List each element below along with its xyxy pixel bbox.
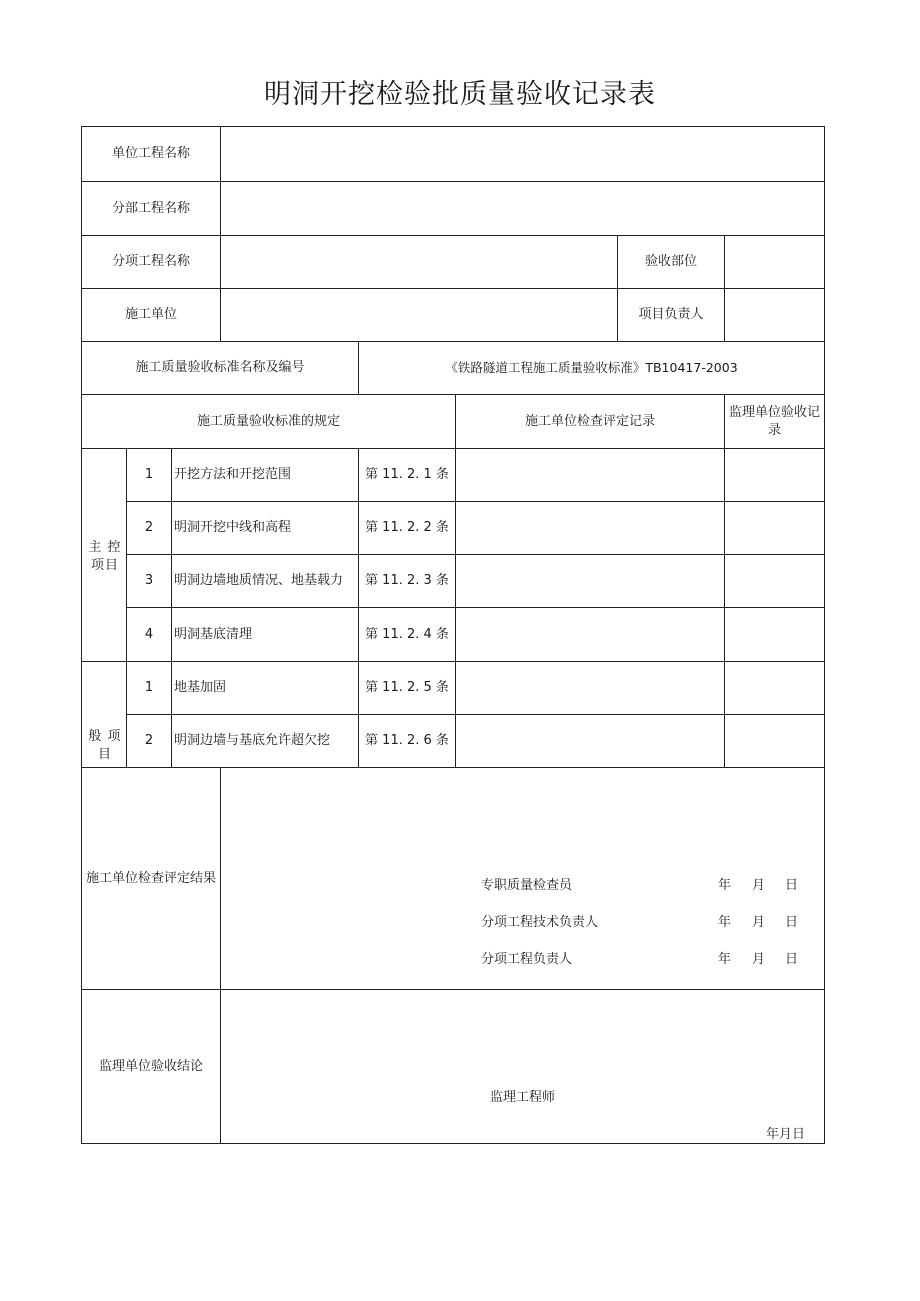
signer-3-year: 年 xyxy=(718,952,732,967)
general-item-1-no: 1 xyxy=(144,680,154,695)
main-item-2-record[interactable] xyxy=(456,502,724,554)
main-item-3-no: 3 xyxy=(144,573,154,588)
signer-3-day: 日 xyxy=(785,952,799,967)
main-item-2-name: 明洞开挖中线和高程 xyxy=(174,520,292,535)
general-item-1-supervision[interactable] xyxy=(725,662,824,714)
signer-2-month: 月 xyxy=(752,915,766,930)
general-item-2-name: 明洞边墙与基底允许超欠挖 xyxy=(174,733,331,748)
division-project-label: 分部工程名称 xyxy=(111,200,190,216)
main-item-1-supervision[interactable] xyxy=(725,449,824,501)
main-item-4-clause: 第 11. 2. 4 条 xyxy=(365,626,449,642)
general-item-2-record[interactable] xyxy=(456,715,724,767)
signer-3-month: 月 xyxy=(752,952,766,967)
main-item-2-supervision[interactable] xyxy=(725,502,824,554)
acceptance-part-label: 验收部位 xyxy=(644,254,697,269)
signer-subitem-lead: 分项工程负责人 xyxy=(481,952,573,967)
main-item-4-record[interactable] xyxy=(456,608,724,661)
main-item-4-no: 4 xyxy=(144,626,154,642)
main-item-2-no: 2 xyxy=(144,520,154,535)
main-item-3-supervision[interactable] xyxy=(725,555,824,607)
signer-1-day: 日 xyxy=(785,878,799,893)
main-control-label: 主 控 项目 xyxy=(88,540,122,573)
construction-unit-label: 施工单位 xyxy=(124,307,177,322)
construction-unit-value[interactable] xyxy=(221,289,617,341)
page-title: 明洞开挖检验批质量验收记录表 xyxy=(264,79,656,110)
main-item-2-clause: 第 11. 2. 2 条 xyxy=(365,520,449,535)
main-item-1-no: 1 xyxy=(144,467,154,482)
main-item-4-name: 明洞基底清理 xyxy=(174,626,253,642)
main-item-3-clause: 第 11. 2. 3 条 xyxy=(365,573,449,588)
main-item-1-clause: 第 11. 2. 1 条 xyxy=(365,467,449,482)
project-manager-label: 项目负责人 xyxy=(638,307,704,322)
unit-project-label: 单位工程名称 xyxy=(111,146,190,161)
supervision-conclusion-area[interactable] xyxy=(221,990,824,1143)
general-item-1-clause: 第 11. 2. 5 条 xyxy=(365,680,449,695)
main-item-1-record[interactable] xyxy=(456,449,724,501)
construction-record-column-header: 施工单位检查评定记录 xyxy=(524,413,655,429)
supervision-date: 年月日 xyxy=(766,1127,806,1142)
main-item-1-name: 开挖方法和开挖范围 xyxy=(174,467,292,482)
acceptance-part-value[interactable] xyxy=(725,236,824,288)
signer-2-year: 年 xyxy=(718,915,732,930)
subitem-project-value[interactable] xyxy=(221,236,617,288)
general-item-2-supervision[interactable] xyxy=(725,715,824,767)
project-manager-value[interactable] xyxy=(725,289,824,341)
main-item-4-supervision[interactable] xyxy=(725,608,824,661)
signer-technical-lead: 分项工程技术负责人 xyxy=(481,915,599,930)
general-item-1-name: 地基加固 xyxy=(174,680,227,695)
supervision-record-column-header: 监理单位验收记录 xyxy=(728,404,820,438)
general-item-1-record[interactable] xyxy=(456,662,724,714)
subitem-project-label: 分项工程名称 xyxy=(111,254,190,269)
signer-1-month: 月 xyxy=(752,878,766,893)
supervision-conclusion-label: 监理单位验收结论 xyxy=(98,1058,203,1074)
provision-column-header: 施工质量验收标准的规定 xyxy=(196,413,340,429)
signer-1-year: 年 xyxy=(718,878,732,893)
division-project-value[interactable] xyxy=(221,182,824,235)
standard-name-label: 施工质量验收标准名称及编号 xyxy=(135,360,305,375)
general-item-2-no: 2 xyxy=(144,733,154,748)
main-item-3-name: 明洞边墙地质情况、地基载力 xyxy=(174,573,344,588)
standard-name-value: 《铁路隧道工程施工质量验收标准》TB10417-2003 xyxy=(445,360,738,375)
general-item-2-clause: 第 11. 2. 6 条 xyxy=(365,733,449,748)
main-item-3-record[interactable] xyxy=(456,555,724,607)
unit-project-value[interactable] xyxy=(221,127,824,181)
signer-2-day: 日 xyxy=(785,915,799,930)
construction-result-label: 施工单位检查评定结果 xyxy=(85,870,216,886)
supervision-engineer: 监理工程师 xyxy=(490,1090,556,1105)
general-items-label: 般 项目 xyxy=(88,729,122,762)
signer-quality-inspector: 专职质量检查员 xyxy=(481,878,573,893)
